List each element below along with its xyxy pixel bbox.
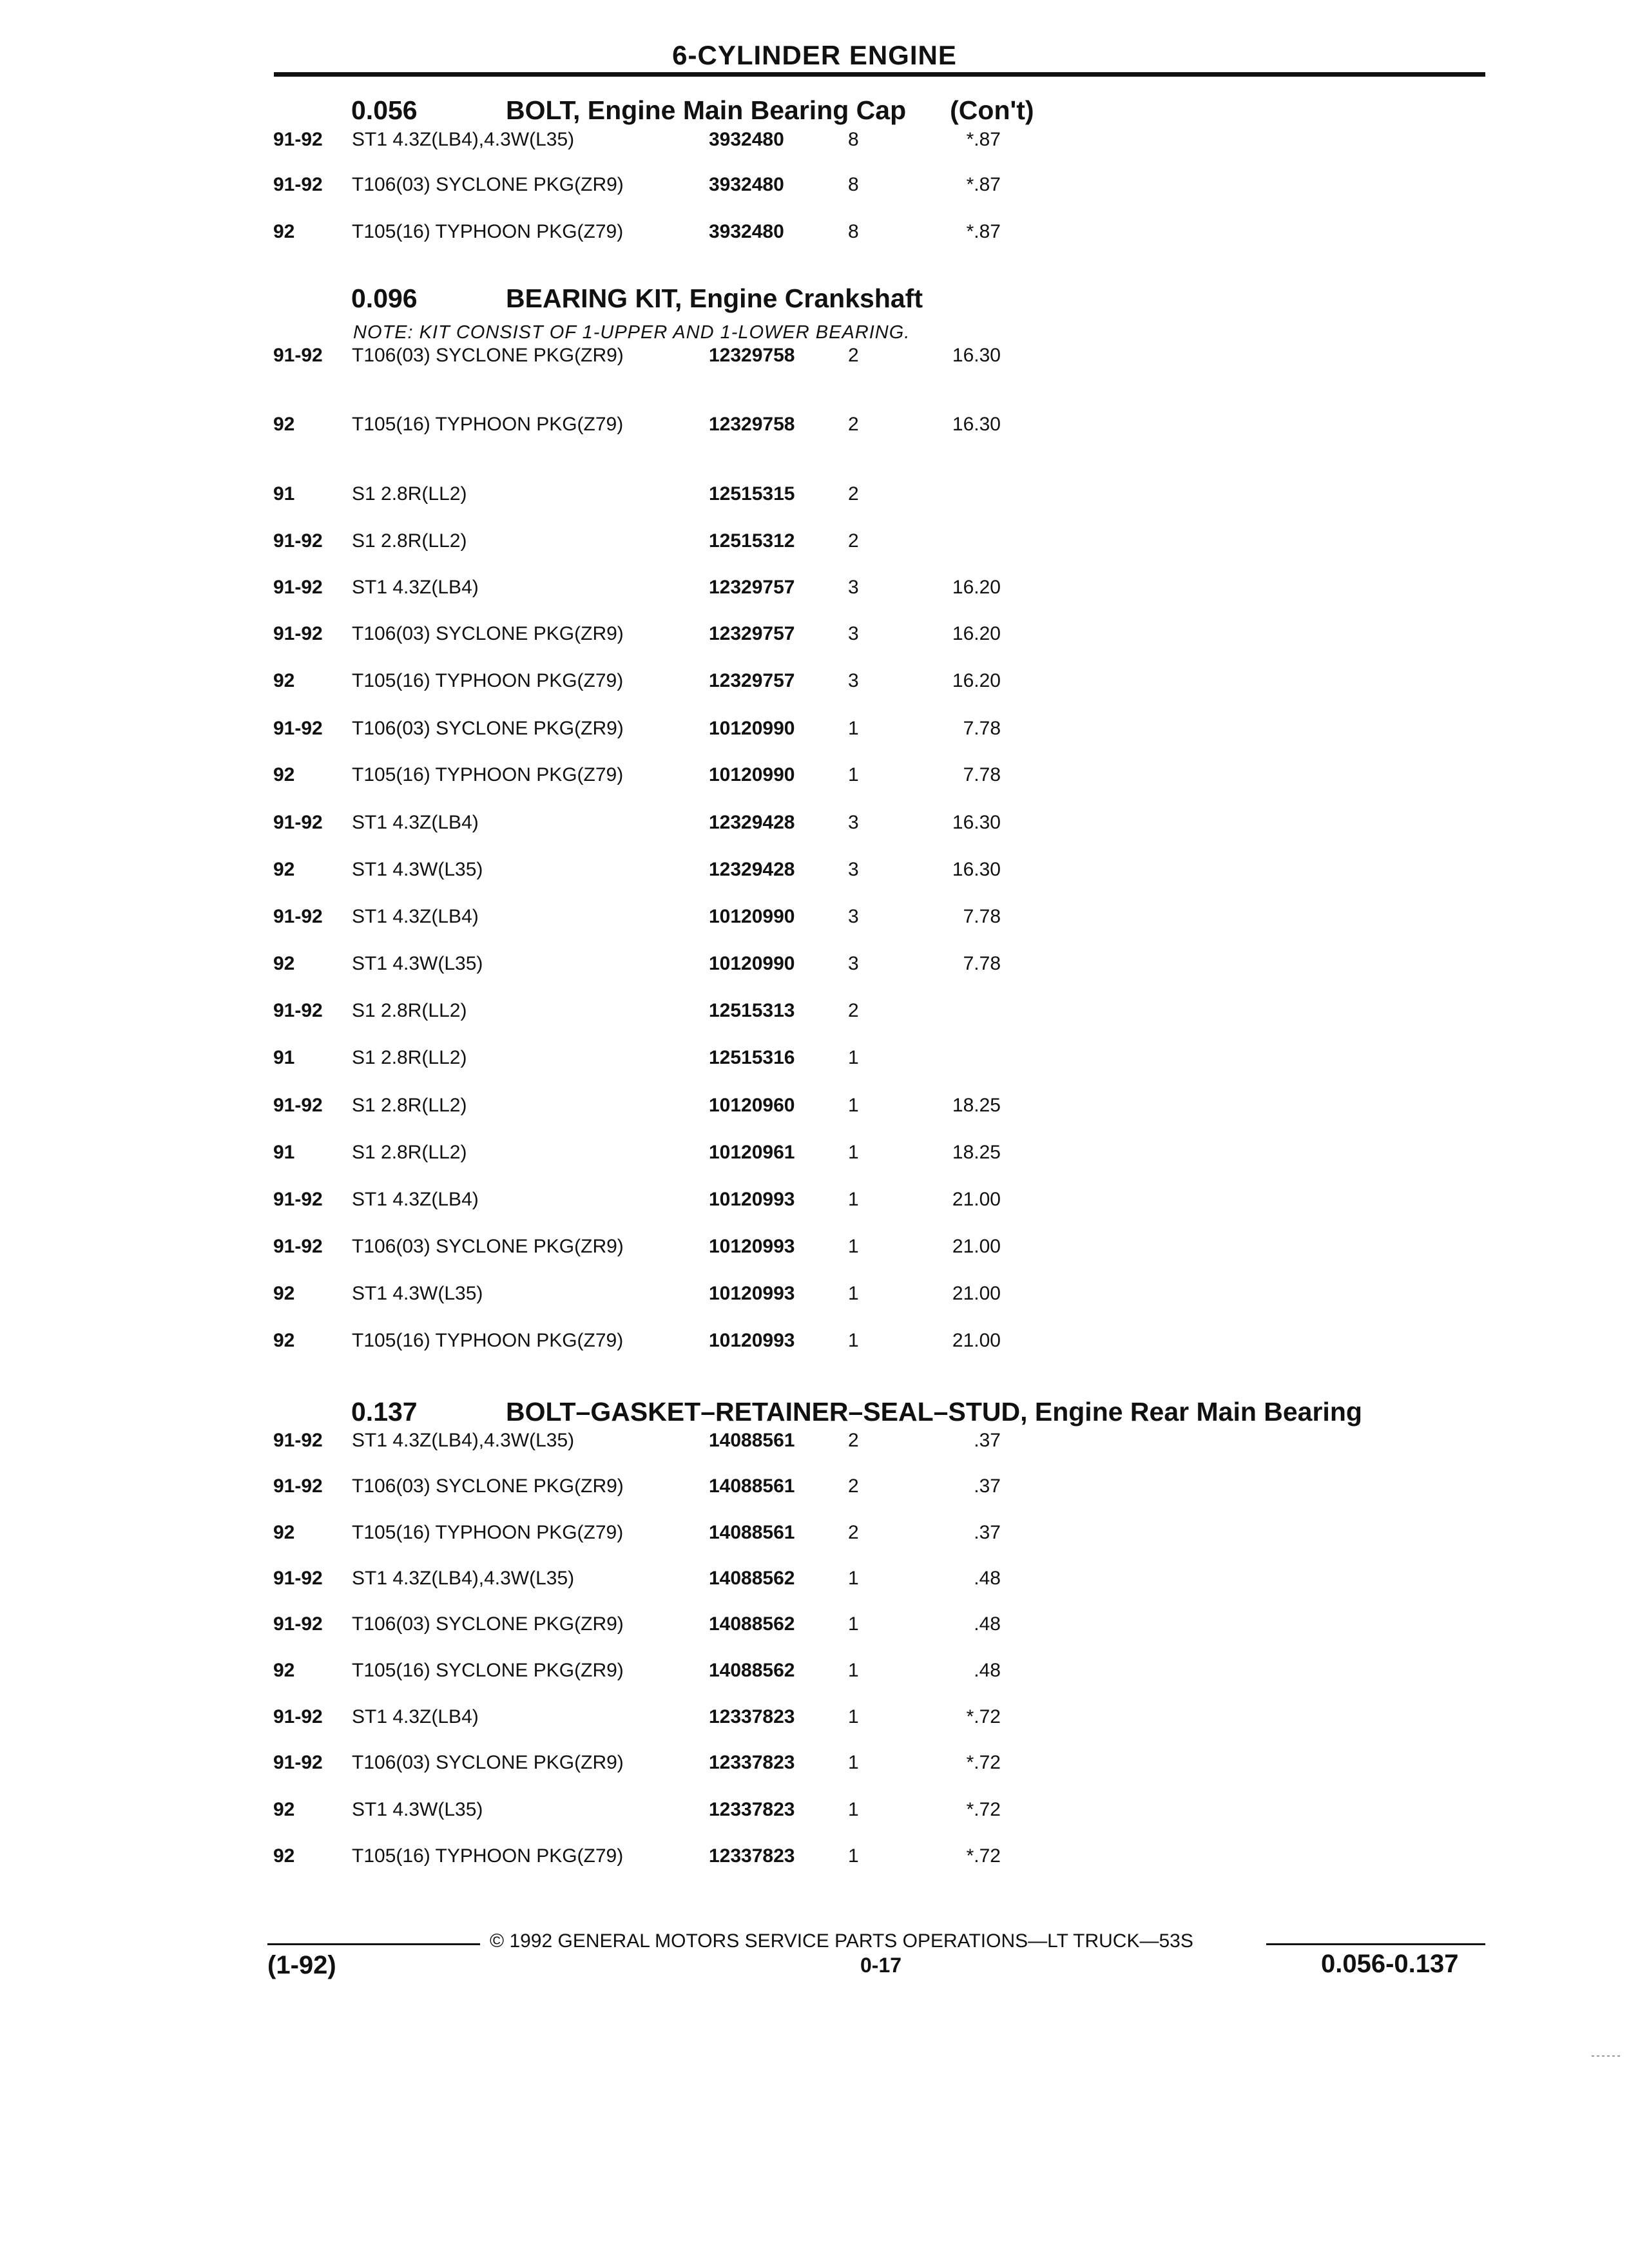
application: T105(16) TYPHOON PKG(Z79) — [352, 1330, 624, 1351]
price: 16.30 — [952, 859, 1001, 880]
quantity: 3 — [848, 623, 859, 644]
model-years: 92 — [273, 1845, 295, 1867]
scan-artifact — [1592, 2055, 1621, 2057]
price: *.72 — [966, 1752, 1001, 1773]
quantity: 1 — [848, 1330, 859, 1351]
part-number: 12515316 — [709, 1047, 795, 1068]
quantity: 2 — [848, 1000, 859, 1021]
price: .37 — [974, 1475, 1001, 1497]
section-number: 0.137 — [351, 1397, 418, 1427]
application: T105(16) SYCLONE PKG(ZR9) — [352, 1660, 624, 1681]
price: 7.78 — [963, 764, 1001, 785]
price: .48 — [974, 1660, 1001, 1681]
model-years: 92 — [273, 1283, 295, 1304]
application: ST1 4.3Z(LB4),4.3W(L35) — [352, 1568, 575, 1589]
quantity: 1 — [848, 1142, 859, 1163]
quantity: 2 — [848, 345, 859, 366]
part-number: 12337823 — [709, 1799, 795, 1820]
application: T106(03) SYCLONE PKG(ZR9) — [352, 1752, 624, 1773]
quantity: 1 — [848, 1845, 859, 1867]
model-years: 91-92 — [273, 1189, 323, 1210]
application: T106(03) SYCLONE PKG(ZR9) — [352, 345, 624, 366]
part-number: 12337823 — [709, 1752, 795, 1773]
part-number: 10120993 — [709, 1283, 795, 1304]
model-years: 92 — [273, 221, 295, 242]
price: 16.20 — [952, 623, 1001, 644]
part-number: 14088562 — [709, 1660, 795, 1681]
price: .37 — [974, 1522, 1001, 1543]
application: T106(03) SYCLONE PKG(ZR9) — [352, 1475, 624, 1497]
application: S1 2.8R(LL2) — [352, 1047, 467, 1068]
model-years: 91-92 — [273, 1236, 323, 1257]
application: T105(16) TYPHOON PKG(Z79) — [352, 764, 624, 785]
quantity: 3 — [848, 953, 859, 974]
footer-rule-right — [1266, 1943, 1485, 1945]
part-number: 12329757 — [709, 577, 795, 598]
quantity: 1 — [848, 1189, 859, 1210]
part-number: 12329758 — [709, 345, 795, 366]
page-title: 6-CYLINDER ENGINE — [672, 40, 957, 70]
part-number: 3932480 — [709, 129, 784, 150]
quantity: 1 — [848, 718, 859, 739]
price: 18.25 — [952, 1142, 1001, 1163]
price: 16.20 — [952, 670, 1001, 691]
part-number: 10120990 — [709, 953, 795, 974]
section-note: NOTE: KIT CONSIST OF 1-UPPER AND 1-LOWER BEARING. — [353, 322, 911, 343]
application: ST1 4.3W(L35) — [352, 953, 483, 974]
application: ST1 4.3Z(LB4) — [352, 906, 479, 927]
application: ST1 4.3Z(LB4),4.3W(L35) — [352, 129, 575, 150]
quantity: 1 — [848, 1752, 859, 1773]
model-years: 91-92 — [273, 1475, 323, 1497]
header-rule — [274, 72, 1485, 77]
price: 16.20 — [952, 577, 1001, 598]
price: *.87 — [966, 174, 1001, 195]
part-number: 12329757 — [709, 670, 795, 691]
model-years: 91-92 — [273, 812, 323, 833]
quantity: 1 — [848, 1236, 859, 1257]
application: ST1 4.3Z(LB4) — [352, 1706, 479, 1727]
part-number: 3932480 — [709, 221, 784, 242]
price: *.72 — [966, 1706, 1001, 1727]
part-number: 12515313 — [709, 1000, 795, 1021]
part-number: 10120990 — [709, 906, 795, 927]
quantity: 1 — [848, 1799, 859, 1820]
footer-copyright: © 1992 GENERAL MOTORS SERVICE PARTS OPERATIONS—LT TRUCK—53S — [490, 1930, 1193, 1952]
footer-section-range: 0.056-0.137 — [1321, 1950, 1459, 1978]
part-number: 12515312 — [709, 530, 795, 552]
price: .48 — [974, 1613, 1001, 1635]
part-number: 12329428 — [709, 812, 795, 833]
quantity: 8 — [848, 174, 859, 195]
price: 16.30 — [952, 345, 1001, 366]
part-number: 10120961 — [709, 1142, 795, 1163]
application: ST1 4.3W(L35) — [352, 1283, 483, 1304]
quantity: 2 — [848, 1475, 859, 1497]
application: S1 2.8R(LL2) — [352, 483, 467, 505]
quantity: 2 — [848, 1430, 859, 1451]
section-number: 0.096 — [351, 284, 418, 313]
part-number: 10120990 — [709, 718, 795, 739]
quantity: 2 — [848, 530, 859, 552]
price: .37 — [974, 1430, 1001, 1451]
model-years: 91-92 — [273, 623, 323, 644]
quantity: 1 — [848, 1568, 859, 1589]
model-years: 91-92 — [273, 129, 323, 150]
application: T105(16) TYPHOON PKG(Z79) — [352, 1522, 624, 1543]
model-years: 92 — [273, 670, 295, 691]
application: ST1 4.3Z(LB4) — [352, 1189, 479, 1210]
part-number: 12329428 — [709, 859, 795, 880]
application: ST1 4.3Z(LB4) — [352, 577, 479, 598]
footer-rule-left — [267, 1943, 480, 1945]
model-years: 92 — [273, 859, 295, 880]
application: S1 2.8R(LL2) — [352, 1142, 467, 1163]
model-years: 92 — [273, 1330, 295, 1351]
price: 7.78 — [963, 906, 1001, 927]
quantity: 1 — [848, 1706, 859, 1727]
application: T105(16) TYPHOON PKG(Z79) — [352, 670, 624, 691]
model-years: 92 — [273, 1799, 295, 1820]
price: *.87 — [966, 221, 1001, 242]
application: ST1 4.3Z(LB4) — [352, 812, 479, 833]
price: 21.00 — [952, 1189, 1001, 1210]
application: S1 2.8R(LL2) — [352, 1000, 467, 1021]
quantity: 3 — [848, 577, 859, 598]
application: S1 2.8R(LL2) — [352, 530, 467, 552]
model-years: 91-92 — [273, 1568, 323, 1589]
section-title: BEARING KIT, Engine Crankshaft — [506, 284, 923, 313]
section-number: 0.056 — [351, 95, 418, 125]
application: T106(03) SYCLONE PKG(ZR9) — [352, 623, 624, 644]
application: T106(03) SYCLONE PKG(ZR9) — [352, 174, 624, 195]
part-number: 14088561 — [709, 1522, 795, 1543]
quantity: 3 — [848, 906, 859, 927]
price: .48 — [974, 1568, 1001, 1589]
section-heading — [351, 284, 923, 316]
model-years: 91-92 — [273, 345, 323, 366]
price: 18.25 — [952, 1095, 1001, 1116]
price: 7.78 — [963, 718, 1001, 739]
footer-revision: (1-92) — [267, 1951, 336, 1979]
application: ST1 4.3W(L35) — [352, 859, 483, 880]
application: T105(16) TYPHOON PKG(Z79) — [352, 221, 624, 242]
price: 16.30 — [952, 812, 1001, 833]
part-number: 14088561 — [709, 1430, 795, 1451]
price: 7.78 — [963, 953, 1001, 974]
section-title: BOLT, Engine Main Bearing Cap — [506, 95, 907, 125]
quantity: 2 — [848, 483, 859, 505]
part-number: 3932480 — [709, 174, 784, 195]
section-continued: (Con't) — [950, 95, 1034, 125]
quantity: 3 — [848, 670, 859, 691]
quantity: 3 — [848, 859, 859, 880]
model-years: 91-92 — [273, 174, 323, 195]
quantity: 1 — [848, 1047, 859, 1068]
model-years: 91 — [273, 483, 295, 505]
quantity: 1 — [848, 1283, 859, 1304]
price: 21.00 — [952, 1330, 1001, 1351]
model-years: 92 — [273, 414, 295, 435]
model-years: 91-92 — [273, 1613, 323, 1635]
price: 16.30 — [952, 414, 1001, 435]
model-years: 91-92 — [273, 906, 323, 927]
part-number: 10120993 — [709, 1330, 795, 1351]
footer-page-number: 0-17 — [860, 1954, 902, 1977]
quantity: 8 — [848, 221, 859, 242]
price: *.87 — [966, 129, 1001, 150]
model-years: 91 — [273, 1047, 295, 1068]
price: 21.00 — [952, 1283, 1001, 1304]
model-years: 92 — [273, 764, 295, 785]
part-number: 10120993 — [709, 1189, 795, 1210]
application: T106(03) SYCLONE PKG(ZR9) — [352, 1613, 624, 1635]
part-number: 10120993 — [709, 1236, 795, 1257]
model-years: 91 — [273, 1142, 295, 1163]
quantity: 1 — [848, 1660, 859, 1681]
part-number: 12329758 — [709, 414, 795, 435]
part-number: 10120960 — [709, 1095, 795, 1116]
model-years: 91-92 — [273, 1095, 323, 1116]
application: ST1 4.3Z(LB4),4.3W(L35) — [352, 1430, 575, 1451]
part-number: 12337823 — [709, 1845, 795, 1867]
application: T105(16) TYPHOON PKG(Z79) — [352, 414, 624, 435]
model-years: 91-92 — [273, 1000, 323, 1021]
quantity: 8 — [848, 129, 859, 150]
part-number: 14088562 — [709, 1613, 795, 1635]
part-number: 12329757 — [709, 623, 795, 644]
application: ST1 4.3W(L35) — [352, 1799, 483, 1820]
quantity: 2 — [848, 414, 859, 435]
model-years: 91-92 — [273, 1752, 323, 1773]
quantity: 1 — [848, 1095, 859, 1116]
model-years: 91-92 — [273, 1430, 323, 1451]
model-years: 91-92 — [273, 718, 323, 739]
model-years: 91-92 — [273, 530, 323, 552]
model-years: 92 — [273, 953, 295, 974]
quantity: 2 — [848, 1522, 859, 1543]
model-years: 91-92 — [273, 577, 323, 598]
price: *.72 — [966, 1799, 1001, 1820]
part-number: 12337823 — [709, 1706, 795, 1727]
quantity: 1 — [848, 1613, 859, 1635]
part-number: 14088562 — [709, 1568, 795, 1589]
quantity: 1 — [848, 764, 859, 785]
model-years: 91-92 — [273, 1706, 323, 1727]
price: 21.00 — [952, 1236, 1001, 1257]
part-number: 10120990 — [709, 764, 795, 785]
application: S1 2.8R(LL2) — [352, 1095, 467, 1116]
quantity: 3 — [848, 812, 859, 833]
section-heading — [351, 1397, 1362, 1429]
part-number: 14088561 — [709, 1475, 795, 1497]
model-years: 92 — [273, 1522, 295, 1543]
part-number: 12515315 — [709, 483, 795, 505]
price: *.72 — [966, 1845, 1001, 1867]
application: T106(03) SYCLONE PKG(ZR9) — [352, 1236, 624, 1257]
application: T105(16) TYPHOON PKG(Z79) — [352, 1845, 624, 1867]
section-title: BOLT–GASKET–RETAINER–SEAL–STUD, Engine Rear Main Bearing — [506, 1397, 1362, 1427]
application: T106(03) SYCLONE PKG(ZR9) — [352, 718, 624, 739]
section-heading — [351, 95, 1034, 128]
model-years: 92 — [273, 1660, 295, 1681]
